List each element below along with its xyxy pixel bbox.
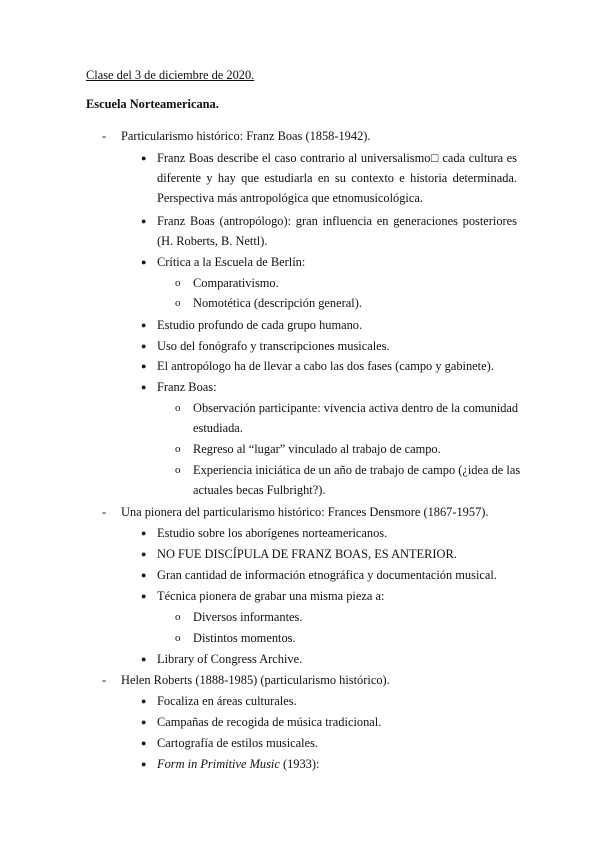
roberts-b2: Campañas de recogida de música tradicional. (157, 715, 382, 729)
bullet-icon: ● (141, 257, 147, 267)
boas-b7-sub2: Regreso al “lugar” vinculado al trabajo de campo. (193, 442, 441, 456)
bullet-icon: ● (141, 341, 147, 351)
densmore-b4-sub1: Diversos informantes. (193, 610, 303, 624)
boas-b3-sub1: Comparativismo. (193, 276, 279, 290)
roberts-b4 (157, 754, 319, 774)
densmore-b4-sub2: Distintos momentos. (193, 631, 296, 645)
boas-b3: Crítica a la Escuela de Berlín: (157, 255, 306, 269)
book-year: (1933): (279, 757, 320, 771)
dash-marker: - (102, 505, 107, 519)
bullet-icon: ● (141, 153, 147, 163)
circle-icon: o (175, 632, 181, 644)
bullet-icon: ● (141, 696, 147, 706)
bullet-icon: ● (141, 528, 147, 538)
dash-marker: - (102, 129, 107, 143)
circle-icon: o (175, 297, 181, 309)
boas-b3-sub2: Nomotética (descripción general). (193, 296, 362, 310)
boas-b4: Estudio profundo de cada grupo humano. (157, 318, 363, 332)
densmore-b4: Técnica pionera de grabar una misma pieza a: (157, 589, 385, 603)
boas-b7-sub3-line2: actuales becas Fulbright?). (193, 483, 326, 497)
bullet-icon: ● (141, 320, 147, 330)
boas-b7-sub1-line2: estudiada. (193, 421, 243, 435)
densmore-b5: Library of Congress Archive. (157, 652, 303, 666)
bullet-icon: ● (141, 738, 147, 748)
densmore-b3: Gran cantidad de información etnográfica y documentación musical. (157, 568, 497, 582)
circle-icon: o (175, 402, 181, 414)
circle-icon: o (175, 277, 181, 289)
boas-b7-sub1-line1: Observación participante: vivencia activa dentro de la comunidad (193, 401, 519, 415)
densmore-heading: Una pionera del particularismo histórico: Frances Densmore (1867-1957). (121, 505, 489, 519)
bullet-icon: ● (141, 654, 147, 664)
boas-b7-sub3-line1: Experiencia iniciática de un año de trabajo de campo (¿idea de las (193, 463, 521, 477)
book-title: Form in Primitive Music (157, 757, 280, 771)
section-title: Escuela Norteamericana. (86, 97, 219, 111)
boas-b2-line1: Franz Boas (antropólogo): gran influencia en generaciones posteriores (157, 214, 517, 228)
roberts-b3: Cartografía de estilos musicales. (157, 736, 319, 750)
boas-b1-line1: Franz Boas describe el caso contrario al universalismo□ cada cultura es (157, 151, 517, 165)
bullet-icon: ● (141, 759, 147, 769)
roberts-heading: Helen Roberts (1888-1985) (particularismo histórico). (121, 673, 390, 687)
class-date: Clase del 3 de diciembre de 2020. (86, 68, 255, 82)
densmore-b2: NO FUE DISCÍPULA DE FRANZ BOAS, ES ANTERIOR. (157, 547, 457, 561)
boas-b6: El antropólogo ha de llevar a cabo las dos fases (campo y gabinete). (157, 359, 494, 373)
bullet-icon: ● (141, 549, 147, 559)
boas-b1-line3: Perspectiva más antropológica que etnomusicológica. (157, 191, 423, 205)
bullet-icon: ● (141, 591, 147, 601)
dash-marker: - (102, 673, 107, 687)
bullet-icon: ● (141, 361, 147, 371)
boas-b7: Franz Boas: (157, 380, 217, 394)
boas-b2-line2: (H. Roberts, B. Nettl). (157, 234, 268, 248)
circle-icon: o (175, 443, 181, 455)
roberts-b1: Focaliza en áreas culturales. (157, 694, 297, 708)
circle-icon: o (175, 464, 181, 476)
circle-icon: o (175, 611, 181, 623)
boas-heading: Particularismo histórico: Franz Boas (1858-1942). (121, 129, 371, 143)
bullet-icon: ● (141, 570, 147, 580)
densmore-b1: Estudio sobre los aborígenes norteamericanos. (157, 526, 388, 540)
boas-b5: Uso del fonógrafo y transcripciones musicales. (157, 339, 390, 353)
bullet-icon: ● (141, 382, 147, 392)
bullet-icon: ● (141, 717, 147, 727)
bullet-icon: ● (141, 216, 147, 226)
boas-b1-line2: diferente y hay que estudiarla en su contexto e historia determinada. (157, 171, 517, 185)
